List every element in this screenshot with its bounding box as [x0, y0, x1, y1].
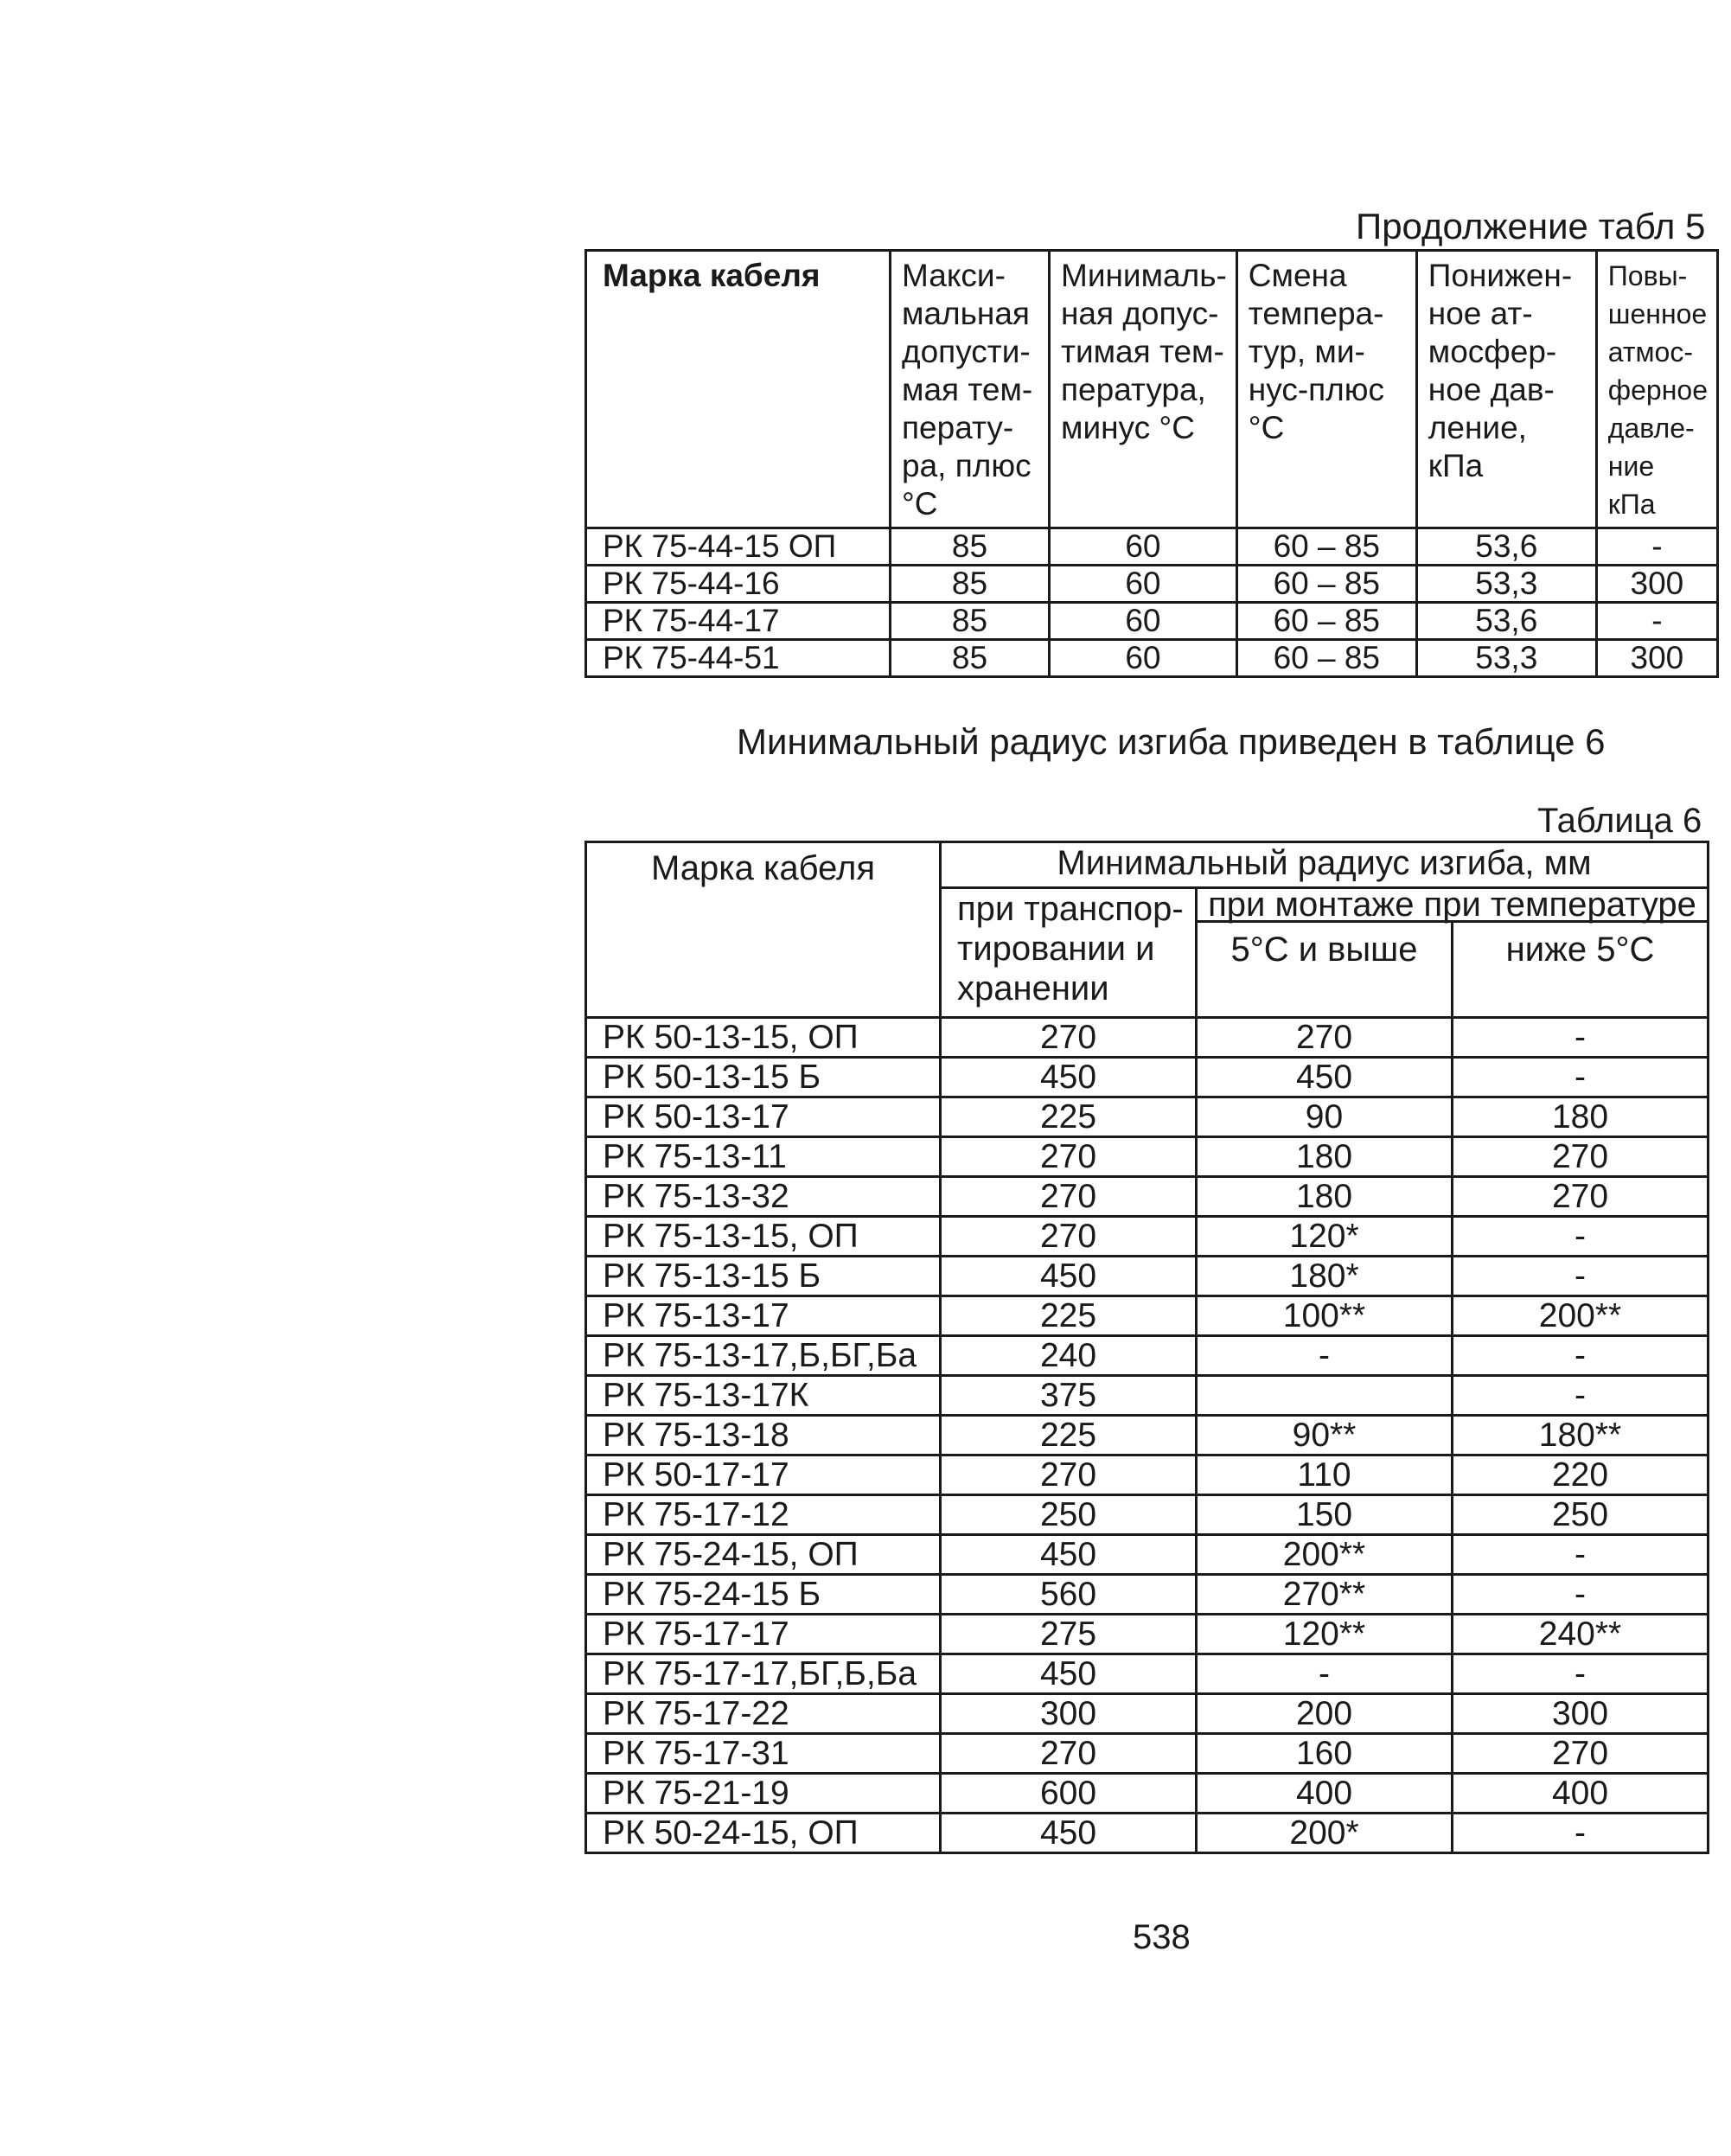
table6-cell: 450: [941, 1058, 1197, 1097]
table6-cell-brand: РК 50-13-17: [586, 1097, 941, 1137]
table6-cell: 270: [941, 1455, 1197, 1495]
table5-cell: 53,6: [1416, 603, 1596, 640]
table6-cell: 120**: [1197, 1615, 1453, 1654]
table6-row: [586, 1734, 1709, 1774]
table6-row: [586, 1018, 1709, 1058]
table6-cell: 270: [941, 1137, 1197, 1177]
table5-cell: -: [1596, 603, 1717, 640]
table6-row: [586, 1416, 1709, 1455]
table6-header-brand: Марка кабеля: [586, 842, 941, 1018]
table6-cell: 200: [1197, 1694, 1453, 1734]
table6-caption: Таблица 6: [1537, 802, 1702, 840]
table6-cell: 450: [941, 1814, 1197, 1853]
table6-header-mounting: при монтаже при температуре: [1197, 888, 1709, 922]
table5-cell: 300: [1596, 566, 1717, 603]
table6-cell: 600: [941, 1774, 1197, 1814]
table6-row: [586, 1257, 1709, 1296]
table6-cell: 270: [941, 1177, 1197, 1217]
table6-row: [586, 1376, 1709, 1416]
table6-cell: 90: [1197, 1097, 1453, 1137]
table6-row: [586, 1058, 1709, 1097]
table6-cell: -: [1453, 1336, 1709, 1376]
table5-cell-brand: РК 75-44-16: [586, 566, 891, 603]
table5-header-min-temp: Минималь-ная допус-тимая тем-пература, минус °С: [1050, 251, 1237, 528]
table6-cell: 200**: [1197, 1535, 1453, 1575]
table5-cell-brand: РК 75-44-17: [586, 603, 891, 640]
table5-header-low-pressure: Понижен-ное ат-мосфер-ное дав-ление, кПа: [1416, 251, 1596, 528]
table6-row: [586, 1575, 1709, 1615]
table6-cell: 270**: [1197, 1575, 1453, 1615]
table6-cell: 560: [941, 1575, 1197, 1615]
table6-cell: 200**: [1453, 1296, 1709, 1336]
table6-cell-brand: РК 75-13-18: [586, 1416, 941, 1455]
table6-cell: 250: [941, 1495, 1197, 1535]
table6-cell-brand: РК 75-21-19: [586, 1774, 941, 1814]
table6-cell-brand: РК 75-17-17: [586, 1615, 941, 1654]
table6-cell-brand: РК 75-17-31: [586, 1734, 941, 1774]
table6-row: [586, 1296, 1709, 1336]
table5-body: [586, 528, 1718, 677]
table6-header-bend-radius: Минимальный радиус изгиба, мм: [941, 842, 1709, 888]
table6-cell-brand: РК 50-24-15, ОП: [586, 1814, 941, 1853]
table6-cell: 375: [941, 1376, 1197, 1416]
table6-reference-note: Минимальный радиус изгиба приведен в таблице 6: [737, 721, 1606, 762]
table6-cell: 225: [941, 1416, 1197, 1455]
table5-cell: 85: [891, 528, 1050, 566]
table6-cell-brand: РК 75-17-17,БГ,Б,Ба: [586, 1654, 941, 1694]
table6-cell-brand: РК 75-13-11: [586, 1137, 941, 1177]
table5-header-row: [586, 251, 1718, 528]
table6-cell: 300: [1453, 1694, 1709, 1734]
table6-cell: -: [1453, 1058, 1709, 1097]
table6-cell: 450: [941, 1654, 1197, 1694]
table6-cell: -: [1197, 1654, 1453, 1694]
table6-body: [586, 1018, 1709, 1853]
table5-cell: 53,6: [1416, 528, 1596, 566]
table6-cell: -: [1453, 1018, 1709, 1058]
table6-cell: 450: [1197, 1058, 1453, 1097]
table6-cell: 180: [1197, 1177, 1453, 1217]
table6-cell: 180**: [1453, 1416, 1709, 1455]
table6-cell: 450: [941, 1257, 1197, 1296]
table5-header-brand: Марка кабеля: [586, 251, 891, 528]
table6-cell: 180*: [1197, 1257, 1453, 1296]
table5-cell: 85: [891, 566, 1050, 603]
table6-cell: 240: [941, 1336, 1197, 1376]
table6-cell: 160: [1197, 1734, 1453, 1774]
table6-cell: 150: [1197, 1495, 1453, 1535]
table5-cell: 85: [891, 603, 1050, 640]
table5-cell: 60: [1050, 640, 1237, 677]
table6-row: [586, 1336, 1709, 1376]
table6-cell: 450: [941, 1535, 1197, 1575]
table6-cell: 180: [1453, 1097, 1709, 1137]
table6-cell: 240**: [1453, 1615, 1709, 1654]
table5: [584, 249, 1719, 678]
table6-cell-brand: РК 75-13-32: [586, 1177, 941, 1217]
table5-cell-brand: РК 75-44-15 ОП: [586, 528, 891, 566]
table5-cell: 300: [1596, 640, 1717, 677]
table6-cell-brand: РК 75-13-15 Б: [586, 1257, 941, 1296]
table6-row: [586, 1137, 1709, 1177]
table6: [584, 841, 1709, 1854]
table6-cell: 270: [1197, 1018, 1453, 1058]
table6-row: [586, 1177, 1709, 1217]
table6-cell-brand: РК 50-13-15, ОП: [586, 1018, 941, 1058]
table6-cell: [1197, 1376, 1453, 1416]
table6-cell: -: [1197, 1336, 1453, 1376]
table6-cell: 180: [1197, 1137, 1453, 1177]
table5-cell: -: [1596, 528, 1717, 566]
table5-cell: 85: [891, 640, 1050, 677]
table6-cell: -: [1453, 1217, 1709, 1257]
table6-cell: 220: [1453, 1455, 1709, 1495]
table5-cell: 60: [1050, 528, 1237, 566]
table6-cell: 120*: [1197, 1217, 1453, 1257]
table6-row: [586, 1654, 1709, 1694]
table6-header-above-5c: 5°С и выше: [1197, 922, 1453, 1018]
table5-header-temp-change: Смена темпера-тур, ми-нус-плюс °С: [1236, 251, 1416, 528]
table6-cell: 270: [1453, 1734, 1709, 1774]
table5-cell-brand: РК 75-44-51: [586, 640, 891, 677]
table6-cell: 300: [941, 1694, 1197, 1734]
table6-cell: 225: [941, 1296, 1197, 1336]
table6-cell-brand: РК 75-13-17К: [586, 1376, 941, 1416]
table6-cell: 225: [941, 1097, 1197, 1137]
table5-row: [586, 566, 1718, 603]
table6-header-row-1: [586, 842, 1709, 888]
table5-row: [586, 528, 1718, 566]
table6-cell: 250: [1453, 1495, 1709, 1535]
table5-cell: 60 – 85: [1236, 640, 1416, 677]
table6-row: [586, 1455, 1709, 1495]
table5-row: [586, 640, 1718, 677]
table6-cell-brand: РК 75-13-15, ОП: [586, 1217, 941, 1257]
table6-cell-brand: РК 75-24-15, ОП: [586, 1535, 941, 1575]
table6-cell-brand: РК 75-13-17,Б,БГ,Ба: [586, 1336, 941, 1376]
table6-cell-brand: РК 75-24-15 Б: [586, 1575, 941, 1615]
table6-cell: 200*: [1197, 1814, 1453, 1853]
table6-cell-brand: РК 50-17-17: [586, 1455, 941, 1495]
table6-cell: -: [1453, 1257, 1709, 1296]
table6-cell: -: [1453, 1654, 1709, 1694]
table6-header-below-5c: ниже 5°С: [1453, 922, 1709, 1018]
table6-row: [586, 1615, 1709, 1654]
table5-header-max-temp: Макси-мальная допусти-мая тем-перату-ра, плюс °С: [891, 251, 1050, 528]
table6-cell-brand: РК 75-13-17: [586, 1296, 941, 1336]
table5-cell: 60 – 85: [1236, 603, 1416, 640]
table6-header-transport: при транспор-тировании и хранении: [941, 888, 1197, 1018]
table6-cell-brand: РК 75-17-12: [586, 1495, 941, 1535]
table6-row: [586, 1495, 1709, 1535]
table6-cell-brand: РК 50-13-15 Б: [586, 1058, 941, 1097]
table5-row: [586, 603, 1718, 640]
table5-cell: 53,3: [1416, 640, 1596, 677]
table5-cell: 53,3: [1416, 566, 1596, 603]
table5-caption: Продолжение табл 5: [1356, 206, 1706, 246]
table5-cell: 60: [1050, 566, 1237, 603]
table6-cell: 270: [941, 1734, 1197, 1774]
table6-cell: 275: [941, 1615, 1197, 1654]
table6-cell: -: [1453, 1814, 1709, 1853]
table6-row: [586, 1694, 1709, 1734]
table6-cell: 100**: [1197, 1296, 1453, 1336]
table6-cell: -: [1453, 1376, 1709, 1416]
table6-row: [586, 1217, 1709, 1257]
table6-cell: 270: [941, 1217, 1197, 1257]
table6-cell: 110: [1197, 1455, 1453, 1495]
table6-cell: -: [1453, 1575, 1709, 1615]
table6-row: [586, 1774, 1709, 1814]
table6-row: [586, 1535, 1709, 1575]
table5-cell: 60 – 85: [1236, 528, 1416, 566]
table6-cell: 90**: [1197, 1416, 1453, 1455]
table5-cell: 60: [1050, 603, 1237, 640]
table6-cell: -: [1453, 1535, 1709, 1575]
page-number: 538: [1133, 1918, 1191, 1956]
table6-row: [586, 1814, 1709, 1853]
table6-cell: 270: [1453, 1177, 1709, 1217]
table6-cell: 270: [1453, 1137, 1709, 1177]
table6-row: [586, 1097, 1709, 1137]
table6-cell: 400: [1197, 1774, 1453, 1814]
table6-cell: 270: [941, 1018, 1197, 1058]
table6-cell: 400: [1453, 1774, 1709, 1814]
table6-cell-brand: РК 75-17-22: [586, 1694, 941, 1734]
table5-header-high-pressure: Повы-шенное атмос-ферное давле-ние кПа: [1596, 251, 1717, 528]
table5-cell: 60 – 85: [1236, 566, 1416, 603]
